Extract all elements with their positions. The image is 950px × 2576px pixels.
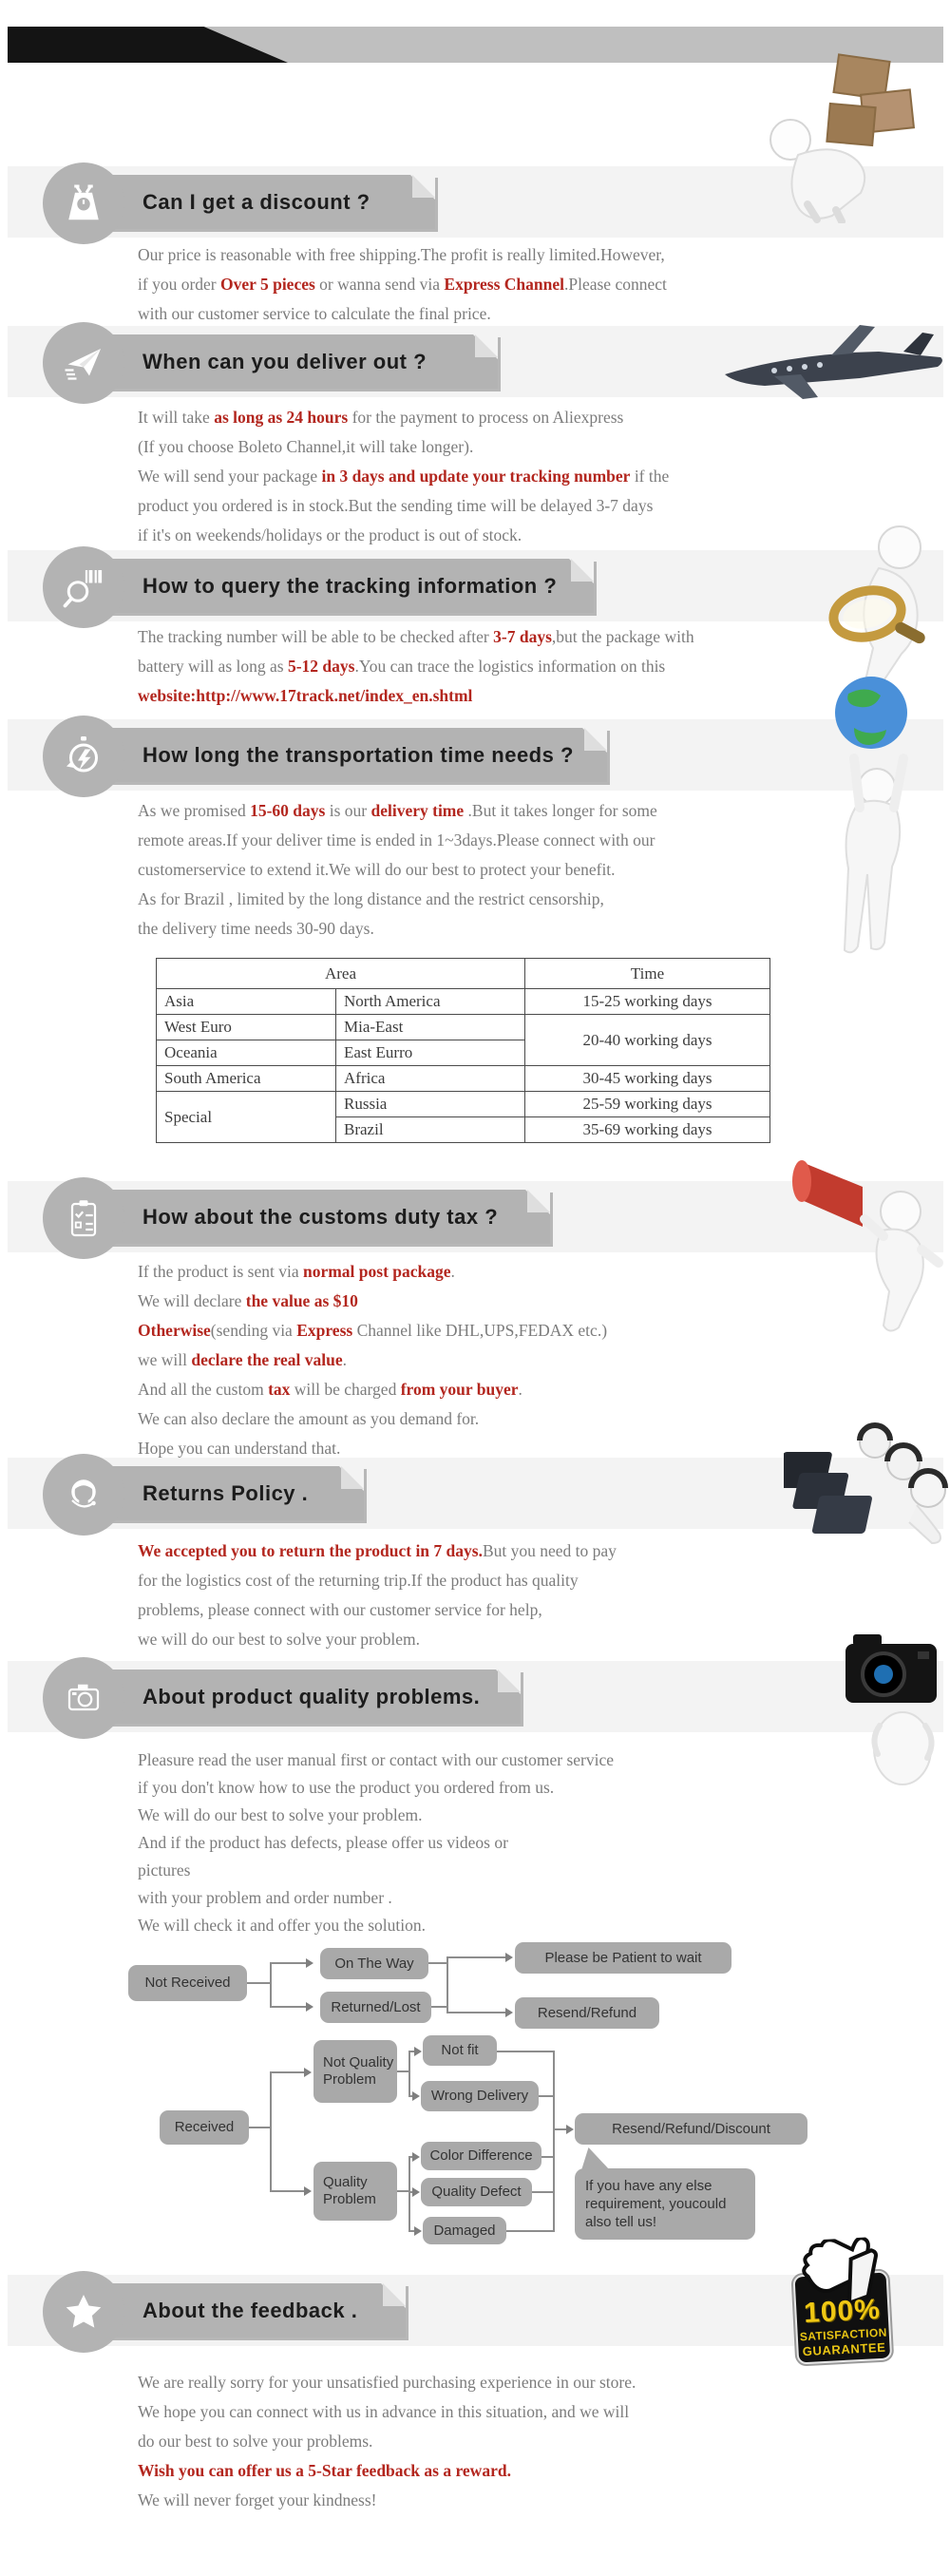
flow-line [270,2071,304,2073]
flow-node-damaged: Damaged [423,2217,506,2244]
flow-line [270,2006,306,2008]
table-cell: South America [157,1066,336,1092]
flow-arrow [414,2047,422,2056]
paper-plane-icon [43,322,124,404]
flow-arrow [505,1953,513,1962]
flow-node-resend-refund-discount: Resend/Refund/Discount [575,2113,808,2145]
table-cell: Oceania [157,1040,336,1066]
table-header-area: Area [157,959,525,989]
flow-line [431,2006,446,2008]
section-heading: How about the customs duty tax ? [142,1205,499,1229]
flow-line [249,2127,270,2128]
flow-arrow [414,2226,422,2236]
flow-arrow [412,2187,420,2197]
flow-line [542,2156,553,2158]
table-cell: West Euro [157,1015,336,1040]
table-row [157,1015,770,1040]
table-cell: Brazil [336,1117,525,1143]
flow-line [553,2128,566,2130]
table-cell: 20-40 working days [525,1015,770,1066]
section-banner-delivery [84,334,498,389]
figure-with-megaphone-illustration [788,1145,950,1335]
flow-line [408,2051,410,2096]
flow-line [247,1982,270,1984]
section-paragraph: As we promised 15-60 days is our delivery time .But it takes longer for some remote areas.If your deliver time is ended in 1~3days.Please connect with our customerservice to extend it.We will do our best to protect your benefit. As for Brazil , limited by the long distance and the restrict censorship, the delivery time needs 30-90 days. [138,801,657,938]
flow-node-resend-refund: Resend/Refund [515,1997,659,2029]
stopwatch-icon [43,716,124,797]
airplane-illustration [717,315,950,410]
section-banner-transport-time [84,728,607,782]
badge-percent: 100% [803,2293,882,2330]
table-cell: Special [157,1092,336,1143]
table-cell: Asia [157,989,336,1015]
star-icon [43,2271,124,2353]
flow-line [270,1962,272,2008]
section-paragraph: We are really sorry for your unsatisfied purchasing experience in our store. We hope you can connect with us in advance in this situation, and we will do our best to solve your problems. Wish you can offer us a 5-Star feedback as a reward. We will never forget your kindness! [138,2373,636,2509]
section-paragraph: We accepted you to return the product in 7 days.But you need to pay for the logistics cost of the returning trip.If the product has quality problems, please connect with our customer service for help, we will do our best to solve your problem. [138,1541,617,1649]
flow-line [446,1956,505,1958]
flow-line [428,1962,446,1964]
section-heading: How long the transportation time needs ? [142,743,574,767]
table-row [157,989,770,1015]
flow-arrow [412,2091,420,2101]
section-banner-feedback [84,2283,406,2337]
section-banner-discount [84,175,435,229]
section-paragraph: The tracking number will be able to be checked after 3-7 days,but the package with battery will as long as 5-12 days.You can trace the logistics information on this website:http://www.17track.net/index_en.shtml [138,627,694,705]
table-row [157,1092,770,1117]
flow-line [397,2190,408,2192]
section-heading: How to query the tracking information ? [142,574,558,598]
flow-line [497,2051,553,2052]
flow-line [270,1962,306,1964]
flow-arrow [304,2068,312,2077]
flow-line [270,2190,304,2192]
section-paragraph: Pleasure read the user manual first or contact with our customer service if you don't know how to use the product you ordered from us. We will do our best to solve your problem. And if the product has defects, please offer us videos or pictures with your problem and order number . We will check it and offer you the solution. [138,1750,614,1935]
flow-note-bubble: If you have any else requirement, youcould also tell us! [575,2168,755,2240]
section-banner-returns [84,1466,364,1520]
section-paragraph: It will take as long as 24 hours for the payment to process on Aliexpress (If you choose Boleto Channel,it will take longer). We will send your package in 3 days and update your tracking number if the product you ordered is in stock.But the sending time will be delayed 3-7 days if it's on weekends/holidays or the product is out of stock. [138,408,670,544]
flow-line [532,2191,553,2193]
flow-node-wrong-delivery: Wrong Delivery [421,2081,539,2111]
barcode-search-icon [43,546,124,628]
table-cell: 25-59 working days [525,1092,770,1117]
flow-line [539,2095,553,2097]
figure-with-globe-illustration [803,665,945,969]
flow-arrow [306,1958,314,1968]
figure-carrying-boxes-illustration [741,52,926,223]
scale-icon [43,162,124,244]
table-cell: Russia [336,1092,525,1117]
flow-line [446,2012,505,2013]
flow-line [270,2071,272,2192]
table-cell: East Eurro [336,1040,525,1066]
flow-node-not-quality-problem: Not Quality Problem [314,2040,397,2103]
flow-node-quality-defect: Quality Defect [421,2178,532,2206]
flow-node-color-difference: Color Difference [421,2142,542,2170]
flow-line [408,2156,410,2231]
flow-line [397,2070,408,2072]
section-heading: About the feedback . [142,2299,358,2322]
note-bubble-tail [581,2147,610,2170]
flow-arrow [304,2186,312,2196]
section-paragraph: If the product is sent via normal post package. We will declare the value as $10 Otherwise(sending via Express Channel like DHL,UPS,FEDAX etc.) we will declare the real value. And all the custom tax will be charged from your buyer. We can also declare the amount as you demand for. Hope you can understand that. [138,1262,608,1458]
shipping-time-table [156,958,770,1143]
table-cell: Mia-East [336,1015,525,1040]
table-cell: North America [336,989,525,1015]
flow-arrow [566,2125,574,2134]
hand-with-camera-illustration [834,1627,950,1798]
flow-node-returned-lost: Returned/Lost [320,1992,431,2023]
section-banner-customs [84,1190,550,1244]
checklist-icon [43,1177,124,1259]
flow-arrow [306,2002,314,2012]
table-cell: Africa [336,1066,525,1092]
table-cell: 15-25 working days [525,989,770,1015]
section-heading: Returns Policy . [142,1481,309,1505]
support-robots-illustration [784,1414,950,1561]
table-header-time: Time [525,959,770,989]
section-heading: Can I get a discount ? [142,190,370,214]
page-title: BUYER TIPS [17,9,143,27]
section-heading: About product quality problems. [142,1685,481,1708]
satisfaction-badge [789,2238,895,2366]
flow-line [446,1956,448,2013]
section-banner-quality [84,1670,521,1724]
section-banner-tracking [84,559,594,613]
flow-arrow [505,2008,513,2017]
table-row [157,1066,770,1092]
flow-node-not-fit: Not fit [423,2035,497,2066]
camera-icon [43,1657,124,1739]
flow-arrow [412,2152,420,2162]
table-cell: 30-45 working days [525,1066,770,1092]
flow-line [506,2230,553,2232]
badge-guarantee-label: GUARANTEE [802,2339,886,2359]
support-agent-icon [43,1454,124,1536]
flow-line [553,2051,555,2232]
badge-satisfaction-label: SATISFACTION [799,2325,888,2344]
section-heading: When can you deliver out ? [142,350,428,373]
section-paragraph: Our price is reasonable with free shipping.The profit is really limited.However, if you order Over 5 pieces or wanna send via Express Channel.Please connect with our customer service to calculate the final price. [138,245,667,323]
flow-node-quality-problem: Quality Problem [314,2162,397,2221]
table-cell: 35-69 working days [525,1117,770,1143]
flow-node-on-the-way: On The Way [320,1948,428,1979]
flow-node-received: Received [160,2110,249,2145]
flow-node-please-wait: Please be Patient to wait [515,1942,732,1974]
flow-node-not-received: Not Received [128,1965,247,2001]
